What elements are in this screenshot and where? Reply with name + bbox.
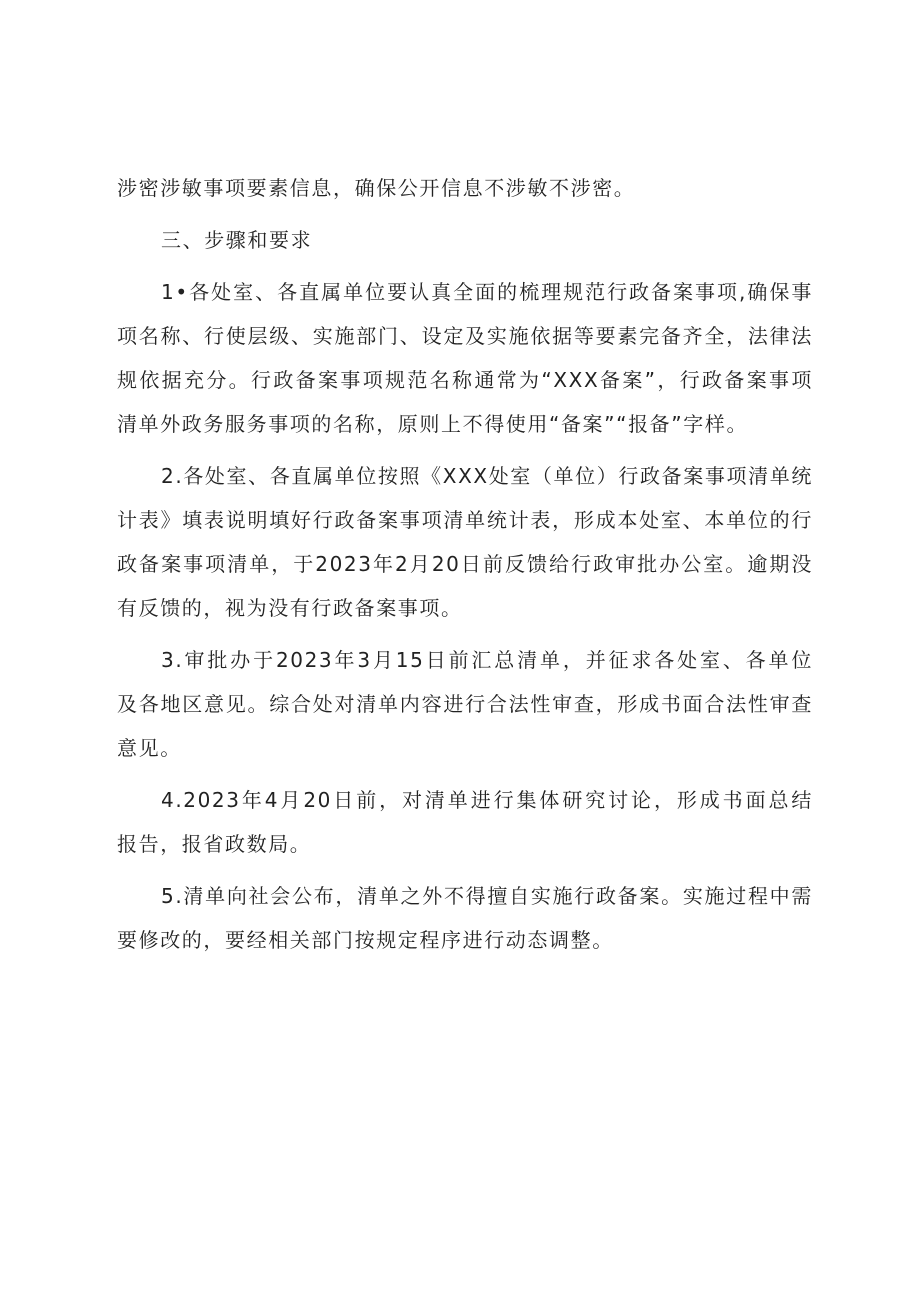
paragraph-line: 政备案事项清单，于2023年2月20日前反馈给行政审批办公室。逾期没 [117, 552, 813, 576]
step-item-1 [117, 270, 813, 446]
paragraph-line: 及各地区意见。综合处对清单内容进行合法性审查，形成书面合法性审查 [117, 692, 813, 716]
section-heading [117, 218, 813, 262]
paragraph-line: 3.审批办于2023年3月15日前汇总清单，并征求各处室、各单位 [161, 648, 813, 672]
paragraph-line: 4.2023年4月20日前，对清单进行集体研究讨论，形成书面总结 [161, 788, 813, 812]
paragraph-line: 1•各处室、各直属单位要认真全面的梳理规范行政备案事项,确保事 [161, 280, 813, 304]
paragraph-line: 规依据充分。行政备案事项规范名称通常为“XXX备案”，行政备案事项 [117, 368, 813, 392]
paragraph-line: 清单外政务服务事项的名称，原则上不得使用“备案”“报备”字样。 [117, 412, 749, 436]
step-item-5 [117, 874, 813, 962]
paragraph-line: 项名称、行使层级、实施部门、设定及实施依据等要素完备齐全，法律法 [117, 324, 813, 348]
paragraph-line: 2.各处室、各直属单位按照《XXX处室（单位）行政备案事项清单统 [161, 464, 813, 488]
step-item-4 [117, 778, 813, 866]
paragraph-line: 要修改的，要经相关部门按规定程序进行动态调整。 [117, 928, 614, 952]
paragraph-line: 报告，报省政数局。 [117, 832, 312, 856]
paragraph-line: 意见。 [117, 736, 182, 760]
section-heading-text: 三、步骤和要求 [161, 228, 313, 252]
paragraph-line: 有反馈的，视为没有行政备案事项。 [117, 596, 463, 620]
continuation-paragraph [117, 166, 813, 210]
paragraph-line: 涉密涉敏事项要素信息，确保公开信息不涉敏不涉密。 [117, 176, 636, 200]
paragraph-line: 计表》填表说明填好行政备案事项清单统计表，形成本处室、本单位的行 [117, 508, 813, 532]
document-body [117, 166, 813, 962]
paragraph-line: 5.清单向社会公布，清单之外不得擅自实施行政备案。实施过程中需 [161, 884, 813, 908]
step-item-3 [117, 638, 813, 770]
step-item-2 [117, 454, 813, 630]
